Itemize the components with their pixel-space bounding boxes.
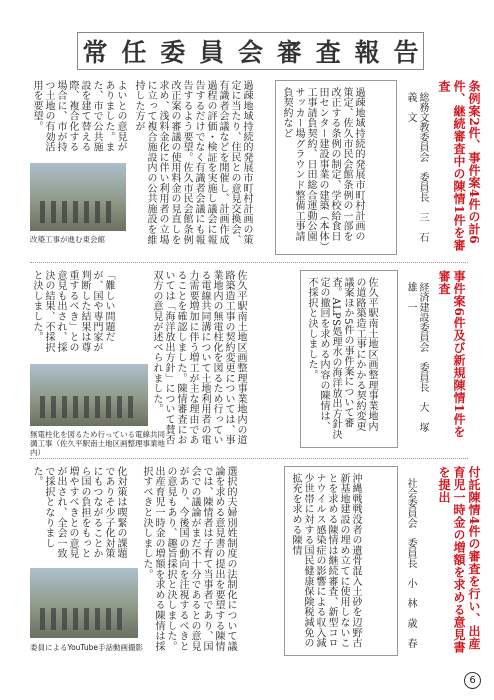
page-number: 6 — [464, 672, 481, 689]
body-text: 過疎地域持続的発展市町村計画の策定に当たり、住民との意見交換会、有識者会議などを開催し、計画作成過程の評価・検証を実施し議会に報告するだけでなく有識者会議にも報告するよう要望。佐久市民会館条例改正案の審議の使用料金の見直しを求め、浅料金化に伴い利用者の立場に立って複合施設内の公共施設を維持した方が — [133, 80, 252, 245]
committee-chair: 総務文教委員会 委員長 三 石 義 文 — [405, 92, 428, 252]
summary-text: 佐久平駅南土地区画整理事業地内の道路築造工事にかかる契約変更議案ほか5件の事件案について審査。ALPS処理水の海洋放出方針決定の撤回を求める内容の陳情は、不採択と決しました。 — [306, 277, 377, 440]
summary-box — [300, 270, 398, 448]
photo-caption: 改築工事が進む東会館 — [30, 235, 105, 244]
title-char: 委 — [160, 38, 186, 67]
body-text: 選択的夫婦別姓制度の法制化について議論を求める意見書の提出を要望する陳情では、陳情者は子育て当事者であり、国会での議論がまだ不十分であるとの意見があり、今後国の動向を注視するべきとの意見もあり、趣旨採択と決しました。出産育児一時金の増額を求める陳情は採択すべきと決しました。 — [141, 466, 236, 652]
section-headline: 事件案6件及び新規陳情1件を審査 — [437, 270, 466, 438]
title-char: 会 — [237, 38, 263, 67]
section-divider — [30, 458, 468, 459]
summary-text: 過疎地域持続的発展市町村計画の策定、佐久市民会館条例の一部を改正する条例の制定、学校給食日田センター建設事業の建築（本体）工事請負契約、日田総合運動公園サッカー場グラウンド整備工事請負契約など — [281, 87, 364, 247]
utility-trench-photo — [30, 364, 148, 426]
report-title-banner — [77, 32, 424, 70]
body-text: 佐久平駅南土地区画整理事業地内の道路築造工事の契約変更については、事業地内の無電柱化を図るため行っている電線共同溝について土地利用者の電力需要増加に伴う増工が主な理由であることを確認しました。陳情審査においては「海洋放出方針」について賛否双方の意見が述べられました。 — [151, 270, 246, 446]
construction-photo — [30, 163, 126, 231]
title-char: 常 — [82, 38, 108, 67]
title-char: 査 — [315, 38, 341, 67]
section-headline: 付託陳情4件の審査を行い、出産育児一時金の増額を求める意見書を提出 — [437, 466, 481, 654]
committee-chair: 経済建設委員会 委員長 大 塚 雄 一 — [405, 282, 428, 442]
committee-group-photo — [30, 568, 138, 638]
title-char: 審 — [276, 38, 302, 67]
summary-box — [275, 80, 397, 255]
committee-chair: 社会委員会 委員長 小 林 歳 春 — [405, 478, 416, 648]
title-char: 任 — [121, 38, 147, 67]
body-text: よいとの意見がありました。また、市で公共施設を建て替える際、複合化する場合に、市が持つ土地の有効活用を要望。 — [31, 80, 126, 153]
title-char: 告 — [393, 38, 419, 67]
body-text: 「難しい問題だが、国や専門家が判断した結果は尊重するべき」との意見も出され、採決の結果、不採択と決しました。 — [31, 270, 114, 353]
photo-caption: 委員によるYouTube手話動画撮影 — [30, 643, 143, 652]
body-text: 化対策は喫緊の課題でありそ少子化対策にもつながることから国の負担をもっと増やすべきとの意見が出され、全会一致で採択となりました。 — [31, 466, 126, 559]
summary-text: 沖縄戦戦没者の遺骨混入土砂を辺野古新基地建設の埋め立てに使用しないことを求める陳情は継続審査、新型コロナウイルス感染症の影響による収入減少世帯に対する国民健康保険税減免の拡充を求める陳情 — [290, 473, 361, 649]
summary-box — [284, 466, 398, 656]
title-char: 報 — [354, 38, 380, 67]
photo-caption: 無電柱化を図るため行っている電線共同溝工事（佐久平駅南土地区画整理事業地内） — [30, 430, 165, 457]
title-char: 員 — [199, 38, 225, 67]
section-headline: 条例案2件、事件案4件の計6件、継続審査中の陳情1件を審査 — [437, 80, 481, 252]
section-divider — [30, 262, 468, 263]
